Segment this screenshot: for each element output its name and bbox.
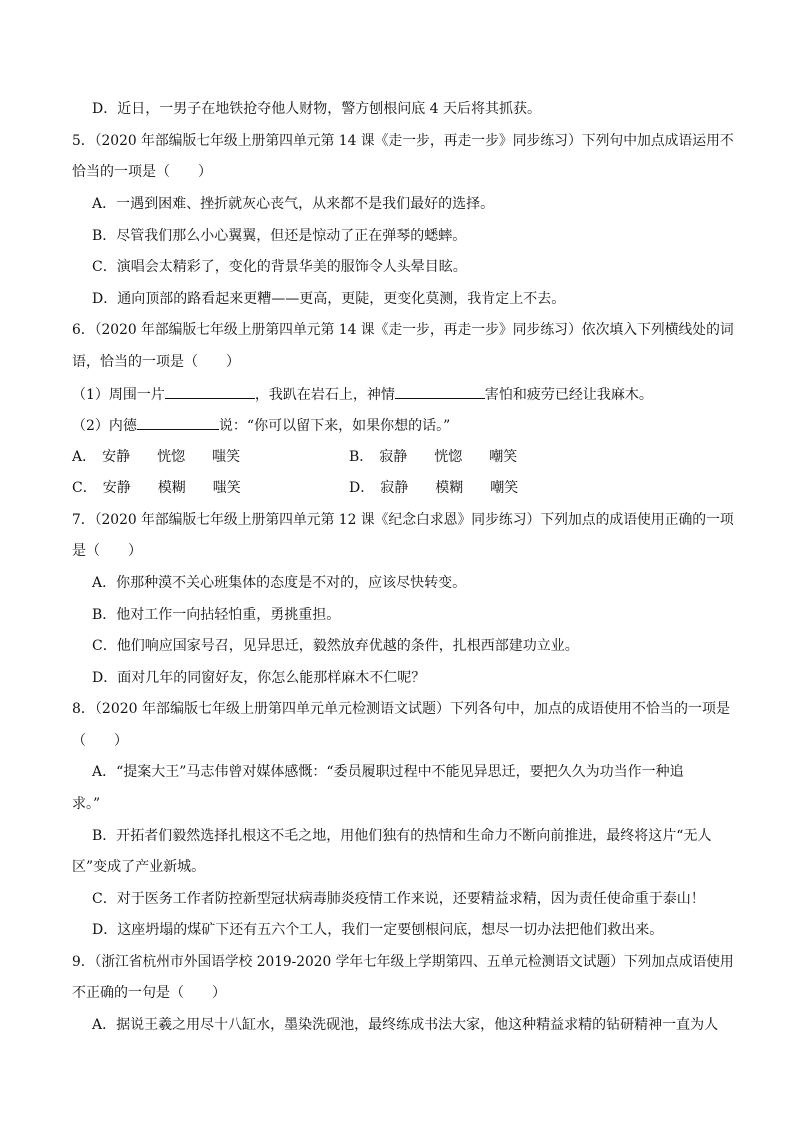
option-word: 模糊 xyxy=(435,480,464,496)
q9-stem-line2: 不正确的一句是（ ） xyxy=(72,985,226,1001)
option-word: 安静 xyxy=(102,449,131,465)
q7-option-a: A．你那种漠不关心班集体的态度是不对的，应该尽快转变。 xyxy=(92,575,467,591)
q6-s2-part-b: 说：“你可以留下来，如果你想的话。” xyxy=(218,418,451,434)
q5-stem-line2: 恰当的一项是（ ） xyxy=(72,164,212,180)
q7-option-c: C．他们响应国家号召，见异思迁，毅然放弃优越的条件，扎根西部建功立业。 xyxy=(92,638,579,654)
option-word: 模糊 xyxy=(157,480,186,496)
q6-blank-1 xyxy=(165,384,255,399)
q8-option-a-line1: A．“提案大王”马志伟曾对媒体感慨：“委员履职过程中不能见异思迁，要把久久为功当作一种追 xyxy=(92,764,684,780)
option-word: 恍惚 xyxy=(157,449,186,465)
q6-option-b xyxy=(349,447,517,467)
q6-s1-part-a: （1）周围一片 xyxy=(72,387,165,403)
q6-blank-2 xyxy=(395,384,485,399)
q6-option-d xyxy=(349,478,518,498)
q9-stem-line1: 9．（浙江省杭州市外国语学校 2019-2020 学年七年级上学期第四、五单元检测语文试题）下列加点成语使用 xyxy=(72,954,734,970)
q5-option-d: D．通向顶部的路看起来更糟——更高，更陡，更变化莫测，我肯定上不去。 xyxy=(92,291,566,307)
q5-option-b: B．尽管我们那么小心翼翼，但还是惊动了正在弹琴的蟋蟀。 xyxy=(92,228,467,244)
q8-stem-line2: （ ） xyxy=(72,733,128,749)
q5-option-a: A．一遇到困难、挫折就灰心丧气，从来都不是我们最好的选择。 xyxy=(92,196,495,212)
q4-option-d: D．近日，一男子在地铁抢夺他人财物，警方刨根问底 4 天后将其抓获。 xyxy=(92,101,542,117)
option-word: 安静 xyxy=(102,480,131,496)
option-label: A． xyxy=(72,449,97,465)
q6-s2-part-a: （2）内德 xyxy=(72,418,137,434)
q8-option-b-line1: B．开拓者们毅然选择扎根这不毛之地，用他们独有的热情和生命力不断向前推进，最终将这片“无人 xyxy=(92,828,712,844)
q6-stem-line1: 6．（2020 年部编版七年级上册第四单元第 14 课《走一步，再走一步》同步练习）依次填入下列横线处的词 xyxy=(72,322,734,338)
option-word: 恍惚 xyxy=(434,449,463,465)
q6-s1-part-b: ，我趴在岩石上，神情 xyxy=(254,387,395,403)
option-word: 嘲笑 xyxy=(490,480,519,496)
q6-blank-3 xyxy=(137,415,219,430)
option-word: 嗤笑 xyxy=(212,449,241,465)
q8-option-b-line2: 区”变成了产业新城。 xyxy=(72,859,206,875)
q6-sentence-1 xyxy=(72,384,653,405)
option-label: B． xyxy=(349,449,374,465)
q7-option-d: D．面对几年的同窗好友，你怎么能那样麻木不仁呢？ xyxy=(92,670,426,686)
q8-option-c: C．对于医务工作者防控新型冠状病毒肺炎疫情工作来说，还要精益求精，因为责任使命重于泰山！ xyxy=(92,891,705,907)
q6-s1-part-c: 害怕和疲劳已经让我麻木。 xyxy=(484,387,653,403)
q9-option-a: A．据说王羲之用尽十八缸水，墨染洗砚池，最终练成书法大家，他这种精益求精的钻研精神一直为人 xyxy=(92,1017,719,1033)
q6-option-c xyxy=(72,478,241,498)
q5-option-c: C．演唱会太精彩了，变化的背景华美的服饰令人头晕目眩。 xyxy=(92,259,467,275)
option-word: 嗤笑 xyxy=(212,480,241,496)
q5-stem-line1: 5．（2020 年部编版七年级上册第四单元第 14 课《走一步，再走一步》同步练习）下列句中加点成语运用不 xyxy=(72,133,734,149)
q7-stem-line2: 是（ ） xyxy=(72,543,142,559)
q8-stem-line1: 8．（2020 年部编版七年级上册第四单元单元检测语文试题）下列各句中，加点的成语使用不恰当的一项是 xyxy=(72,701,730,717)
q8-option-d: D．这座坍塌的煤矿下还有五六个工人，我们一定要刨根问底，想尽一切办法把他们救出来。 xyxy=(92,922,664,938)
option-word: 嘲笑 xyxy=(489,449,518,465)
q8-option-a-line2: 求。” xyxy=(72,796,101,812)
q6-stem-line2: 语，恰当的一项是（ ） xyxy=(72,354,240,370)
option-label: C． xyxy=(72,480,97,496)
option-word: 寂静 xyxy=(379,449,408,465)
q6-option-a xyxy=(72,447,240,467)
option-word: 寂静 xyxy=(380,480,409,496)
q7-option-b: B．他对工作一向拈轻怕重，勇挑重担。 xyxy=(92,607,341,623)
option-label: D． xyxy=(349,480,375,496)
q6-sentence-2 xyxy=(72,415,450,436)
q7-stem-line1: 7．（2020 年部编版七年级上册第四单元第 12 课《纪念白求恩》同步练习）下列加点的成语使用正确的一项 xyxy=(72,512,734,528)
